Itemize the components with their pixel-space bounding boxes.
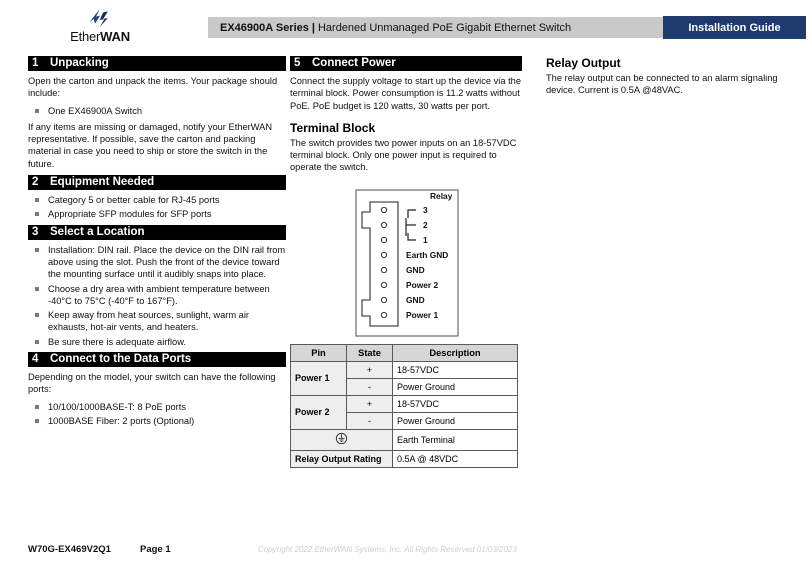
column-header-state: State <box>347 344 393 361</box>
column-left <box>28 56 286 431</box>
bullet-square-icon <box>35 313 39 317</box>
list-item <box>28 208 286 220</box>
section-number: 4 <box>32 353 39 366</box>
logo-wordmark <box>52 30 148 43</box>
equipment-list <box>28 194 286 221</box>
bullet-square-icon <box>35 340 39 344</box>
section-title: Connect Power <box>312 57 396 69</box>
section-header-unpacking <box>28 56 286 71</box>
list-item <box>28 336 286 348</box>
dataports-list <box>28 401 286 428</box>
logo-text-bold: WAN <box>100 29 130 44</box>
table-row <box>291 361 518 378</box>
model-name: EX46900A Series <box>220 21 309 34</box>
bullet-square-icon <box>35 419 39 423</box>
installation-guide-badge-label: Installation Guide <box>688 21 781 34</box>
section-number: 5 <box>294 57 301 69</box>
footer-document-id: W70G-EX469V2Q1 <box>28 544 111 555</box>
pin-label-power-2: Power 2 <box>406 279 439 290</box>
cell-description: 0.5A @ 48VDC <box>393 450 518 467</box>
list-item-label: Choose a dry area with ambient temperature between -40°C to 75°C (-40°F to 167°F). <box>48 283 270 306</box>
pin-label-power-1: Power 1 <box>406 309 439 320</box>
section-title: Equipment Needed <box>50 176 155 189</box>
bullet-square-icon <box>35 405 39 409</box>
section-title: Select a Location <box>50 225 145 238</box>
section-number: 1 <box>32 57 39 69</box>
list-item-label: One EX46900A Switch <box>48 105 143 116</box>
relay-group-label: Relay <box>430 190 453 201</box>
section-title: Connect to the Data Ports <box>50 353 192 366</box>
footer-page-number: Page 1 <box>140 544 171 555</box>
section-header-power <box>290 56 522 71</box>
pin-label-2: 2 <box>423 219 428 230</box>
table-header-row <box>291 344 518 361</box>
cell-state: + <box>347 361 393 378</box>
bullet-square-icon <box>35 198 39 202</box>
cell-description: Power Ground <box>393 412 518 429</box>
bullet-square-icon <box>35 212 39 216</box>
list-item <box>28 194 286 206</box>
bullet-square-icon <box>35 109 39 113</box>
section-header-location <box>28 225 286 240</box>
list-item-label: Be sure there is adequate airflow. <box>48 336 186 347</box>
header-title-text <box>208 22 571 34</box>
pin-hole <box>381 267 386 272</box>
list-item <box>28 105 286 117</box>
cell-state: + <box>347 395 393 412</box>
table-row <box>291 450 518 467</box>
terminal-block-body: The switch provides two power inputs on an 18-57VDC terminal block. Only one power input is required to operate the switch. <box>290 137 517 173</box>
unpacking-list <box>28 105 286 117</box>
list-item <box>28 415 286 427</box>
cell-pin-power-1: Power 1 <box>291 361 347 395</box>
dataports-intro: Depending on the model, your switch can have the following ports: <box>28 372 276 395</box>
page-header <box>0 0 808 50</box>
section-number: 2 <box>32 176 39 189</box>
pin-label-3: 3 <box>423 204 428 215</box>
terminal-block-diagram <box>290 188 522 338</box>
section-number: 3 <box>32 225 39 238</box>
lightning-swoosh-icon <box>82 9 117 29</box>
pin-description-table <box>290 344 518 468</box>
earth-ground-icon <box>335 432 348 445</box>
pin-hole <box>381 312 386 317</box>
installation-guide-badge <box>663 16 806 39</box>
product-name: Hardened Unmanaged PoE Gigabit Ethernet Switch <box>317 21 572 34</box>
list-item-label: Appropriate SFP modules for SFP ports <box>48 209 212 220</box>
list-item <box>28 283 286 308</box>
footer-copyright: Copyright 2022 EtherWAN Systems, Inc. All Rights Reserved 01/03/2023 <box>258 545 517 554</box>
section-header-equipment <box>28 175 286 190</box>
cell-pin-power-2: Power 2 <box>291 395 347 429</box>
list-item <box>28 401 286 413</box>
cell-relay-output-rating: Relay Output Rating <box>291 450 393 467</box>
list-item-label: 1000BASE Fiber: 2 ports (Optional) <box>48 415 195 426</box>
pin-label-gnd-upper: GND <box>406 264 425 275</box>
list-item-label: Keep away from heat sources, sunlight, warm air exhausts, hot-air vents, and heaters. <box>48 310 250 333</box>
etherwan-logo <box>52 9 148 43</box>
unpacking-intro: Open the carton and unpack the items. Your package should include: <box>28 76 278 99</box>
cell-state: - <box>347 378 393 395</box>
list-item <box>28 309 286 334</box>
list-item-label: Category 5 or better cable for RJ-45 ports <box>48 195 220 206</box>
cell-state: - <box>347 412 393 429</box>
table-row <box>291 395 518 412</box>
list-item-label: 10/100/1000BASE-T: 8 PoE ports <box>48 401 186 412</box>
title-separator: | <box>311 21 315 34</box>
pin-hole <box>381 282 386 287</box>
pin-hole <box>381 297 386 302</box>
column-header-pin: Pin <box>291 344 347 361</box>
pin-hole <box>381 252 386 257</box>
bullet-square-icon <box>35 287 39 291</box>
pin-label-gnd-lower: GND <box>406 294 425 305</box>
column-header-description: Description <box>393 344 518 361</box>
bullet-square-icon <box>35 248 39 252</box>
relay-output-body: The relay output can be connected to an alarm signaling device. Current is 0.5A @48VAC. <box>546 73 778 96</box>
unpacking-outro: If any items are missing or damaged, notify your EtherWAN representative. If possible, save the carton and packing material in case you need to ship or store the switch in the future. <box>28 121 273 169</box>
cell-description: Earth Terminal <box>393 429 518 450</box>
cell-description: 18-57VDC <box>393 361 518 378</box>
list-item-label: Installation: DIN rail. Place the device on the DIN rail from above using the slot. Push the front of the device toward the mounting surface until it audibly snaps into place. <box>48 244 286 280</box>
cell-earth-symbol <box>291 429 393 450</box>
pin-hole <box>381 207 386 212</box>
pin-label-earth-gnd: Earth GND <box>406 249 449 260</box>
column-right <box>546 56 798 102</box>
terminal-block-heading: Terminal Block <box>290 120 376 135</box>
logo-text-light: Ether <box>70 29 101 44</box>
power-body: Connect the supply voltage to start up the device via the terminal block. Power consumption is 11.2 watts without PoE. PoE budget is 120 watts, 30 watts per port. <box>290 76 522 111</box>
cell-description: Power Ground <box>393 378 518 395</box>
section-header-dataports <box>28 352 286 367</box>
pin-hole <box>381 222 386 227</box>
pin-hole <box>381 237 386 242</box>
relay-output-heading: Relay Output <box>546 56 621 70</box>
section-title: Unpacking <box>50 57 109 69</box>
table-row <box>291 429 518 450</box>
column-middle <box>290 56 522 468</box>
terminal-block-svg <box>290 188 522 338</box>
pin-label-1: 1 <box>423 234 428 245</box>
location-list <box>28 244 286 348</box>
list-item <box>28 244 286 281</box>
cell-description: 18-57VDC <box>393 395 518 412</box>
